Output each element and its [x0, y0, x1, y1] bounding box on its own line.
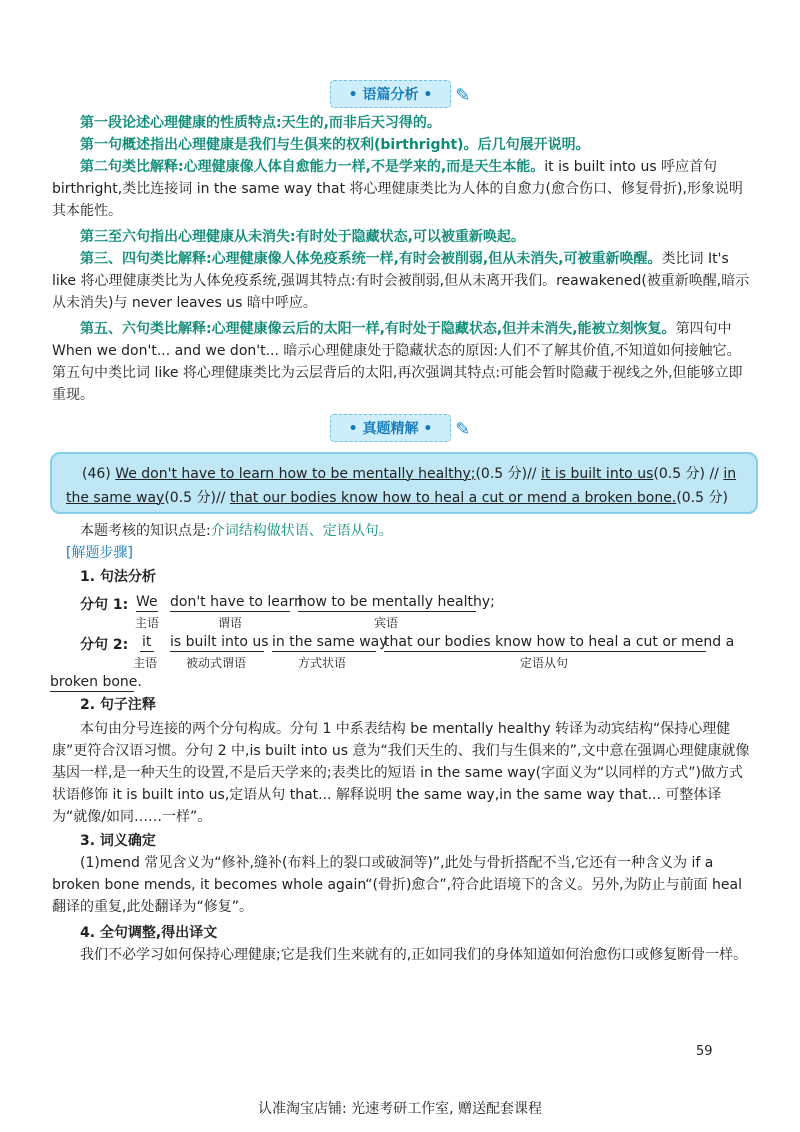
clause1-subject-underline: [136, 611, 158, 612]
clause1-predicate-underline: [170, 611, 290, 612]
clause1-object-label: 宾语: [373, 616, 398, 630]
knowledge-label: 本题考核的知识点是:: [80, 523, 211, 539]
section-banner-analysis: [300, 80, 500, 108]
step3-title: 3. 词义确定: [80, 833, 156, 849]
question-score-3: (0.5 分)//: [164, 490, 226, 506]
clause2-continuation: broken bone.: [50, 674, 142, 690]
step4-text: 我们不必学习如何保持心理健康;它是我们生来就有的,正如同我们的身体知道如何治愈伤口或修复断骨一样。: [80, 947, 748, 963]
analysis-paragraph-3: [52, 156, 752, 222]
question-segment-2: it is built into us: [540, 466, 654, 482]
analysis-p3-head: 第二句类比解释:心理健康像人体自愈能力一样,不是学来的,而是天生本能。: [80, 159, 545, 175]
clause2-adverbial-label: 方式状语: [297, 656, 346, 670]
analysis-paragraph-4: [52, 226, 752, 248]
clause2-adverbial-underline: [272, 651, 376, 652]
clause1-predicate-label: 谓语: [217, 616, 242, 630]
clause2-subject-underline: [140, 651, 154, 652]
question-segment-1: We don't have to learn how to be mentally healthy;: [115, 466, 476, 482]
question-score-1: (0.5 分)//: [475, 466, 537, 482]
steps-title: [解题步骤]: [66, 545, 133, 561]
question-segment-3: in the same way: [66, 466, 737, 506]
knowledge-value: 介词结构做状语、定语从句。: [210, 523, 393, 539]
clause1-subject: We: [136, 594, 158, 610]
question-score-2: (0.5 分) //: [653, 466, 719, 482]
clause2-attributive-label: 定语从句: [519, 656, 568, 670]
analysis-p6-rest: 第四句中 When we don't... and we don't... 暗示心理健康处于隐藏状态的原因:人们不了解其价值,不知道如何接触它。第五句中类比词 like 将心理健康类比为云层背后的太阳,再次强调其特点:可能会暂时隐藏于视线之外,但能够立即重现。: [52, 321, 743, 403]
pen-icon: ✎: [455, 84, 471, 106]
analysis-p5-rest: 类比词 It's like 将心理健康类比为人体免疫系统,强调其特点:有时会被削弱,但从未离开我们。reawakened(被重新唤醒,暗示从未消失)与 never leaves us 暗中呼应。: [52, 251, 750, 311]
clause1-predicate: don't have to learn: [170, 594, 303, 610]
clause2-predicate-underline: [170, 651, 264, 652]
analysis-p6-head: 第五、六句类比解释:心理健康像云后的太阳一样,有时处于隐藏状态,但并未消失,能被立刻恢复。: [80, 321, 676, 337]
analysis-paragraph-5: [52, 248, 752, 314]
clause2-attributive: that our bodies know how to heal a cut or mend a: [384, 634, 735, 650]
page-number: 59: [696, 1044, 713, 1059]
analysis-paragraph-6: [52, 318, 752, 406]
clause2-attributive-underline: [384, 651, 706, 652]
section-banner-exam: [300, 414, 500, 442]
step1-title: 1. 句法分析: [80, 569, 156, 585]
banner-label: • 语篇分析 •: [330, 80, 452, 108]
clause2-continuation-underline: [50, 691, 134, 692]
step4-title: 4. 全句调整,得出译文: [80, 925, 218, 941]
clause2-subject-label: 主语: [132, 656, 157, 670]
step3-text: (1)mend 常见含义为“修补,缝补(布料上的裂口或破洞等)”,此处与骨折搭配不当,它还有一种含义为 if a broken bone mends, it becomes whole again“(骨折)愈合”,符合此语境下的含义。另外,为防止与前面 heal 翻译的重复,此处翻译为“修复”。: [52, 855, 742, 915]
analysis-p2-text: 第一句概述指出心理健康是我们与生俱来的权利(birthright)。后几句展开说明。: [80, 137, 590, 153]
question-number: (46): [82, 466, 111, 482]
footer-note: 认准淘宝店铺: 光速考研工作室, 赠送配套课程: [257, 1101, 543, 1117]
clause1-subject-label: 主语: [134, 616, 159, 630]
step2-title: 2. 句子注释: [80, 697, 156, 713]
banner-label: • 真题精解 •: [330, 414, 452, 442]
analysis-p4-text: 第三至六句指出心理健康从未消失:有时处于隐藏状态,可以被重新唤起。: [80, 229, 525, 245]
question-segment-4: that our bodies know how to heal a cut or mend a broken bone.: [229, 490, 677, 506]
analysis-paragraph-2: [52, 134, 752, 156]
clause1-object-underline: [298, 611, 476, 612]
clause2-label: 分句 2:: [80, 637, 129, 653]
analysis-paragraph-1: [52, 112, 752, 134]
knowledge-point: [52, 520, 752, 542]
clause1-object: how to be mentally healthy;: [298, 594, 495, 610]
question-text: [66, 462, 742, 510]
clause2-predicate: is built into us: [170, 634, 269, 650]
clause2-adverbial: in the same way: [272, 634, 388, 650]
clause2-predicate-label: 被动式谓语: [185, 656, 246, 670]
analysis-p3-rest: it is built into us 呼应首句 birthright,类比连接词 in the same way that 将心理健康类比为人体的自愈力(愈合伤口、修复骨折),形象说明其本能性。: [52, 159, 743, 219]
question-box: [50, 452, 758, 514]
question-score-4: (0.5 分): [676, 490, 728, 506]
pen-icon: ✎: [455, 418, 471, 440]
analysis-p5-head: 第三、四句类比解释:心理健康像人体免疫系统一样,有时会被削弱,但从未消失,可被重新唤醒。: [80, 251, 662, 267]
clause1-label: 分句 1:: [80, 597, 129, 613]
clause2-subject: it: [142, 634, 152, 650]
step2-text: 本句由分号连接的两个分句构成。分句 1 中系表结构 be mentally healthy 转译为动宾结构“保持心理健康”更符合汉语习惯。分句 2 中,is built into us 意为“我们天生的、我们与生俱来的”,文中意在强调心理健康就像基因一样,是一种天生的设置,不是后天学来的;表类比的短语 in the same way(字面义为“以同样的方式”)做方式状语修饰 it is built into us,定语从句 that... 解释说明 the same way,in the same way that... 可整体译为“就像/如同……一样”。: [52, 721, 750, 825]
analysis-p1-text: 第一段论述心理健康的性质特点:天生的,而非后天习得的。: [80, 115, 441, 131]
